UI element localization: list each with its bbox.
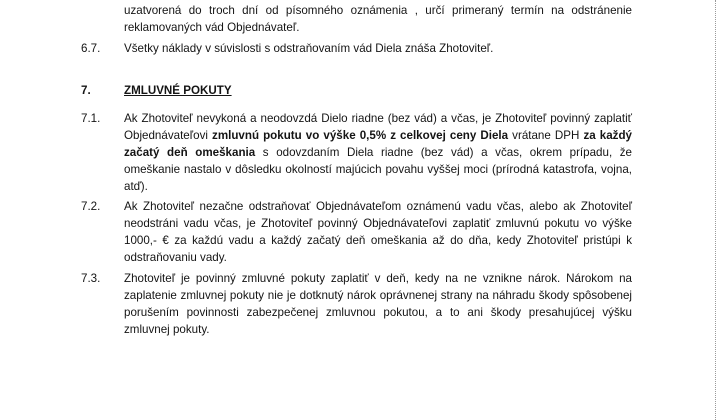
bold-run: za každý — [583, 129, 632, 142]
clause-line: atď). — [124, 180, 148, 193]
text-run: vrátane DPH — [508, 129, 584, 142]
clause-line: zmluvnej pokuty. — [124, 323, 210, 336]
text-run: Objednávateľovi — [124, 129, 213, 142]
clause-line: porušením povinnosti zabezpečenej zmluvnou pokutou, a to ani škody presahujúcej výšku — [124, 306, 632, 319]
clause-text: Všetky náklady v súvislosti s odstraňovaním vád Diela znáša Zhotoviteľ. — [124, 42, 494, 55]
clause-line: neodstráni vadu včas, je Zhotoviteľ povinný Objednávateľovi zaplatiť zmluvnú pokutu vo výške — [124, 217, 632, 230]
text-run: s odovzdaním Diela riadne (bez vád) a včas, okrem prípadu, že — [255, 146, 633, 159]
section-title: ZMLUVNÉ POKUTY — [124, 84, 232, 97]
clause-line — [124, 127, 632, 144]
clause-line: zaplatenie zmluvnej pokuty nie je dotknutý nárok oprávnenej strany na náhradu škody spôsobenej — [124, 289, 632, 302]
clause-line — [124, 144, 632, 161]
paragraph-line: reklamovaných vád Objednávateľ. — [124, 21, 300, 34]
clause-number: 7.3. — [81, 272, 101, 285]
clause-line: Zhotoviteľ je povinný zmluvné pokuty zaplatiť v deň, kedy na ne vznikne nárok. Nárokom na — [124, 272, 632, 285]
section-number: 7. — [81, 84, 91, 97]
scan-page-edge — [709, 0, 716, 420]
paragraph-line: uzatvorená do troch dní od písomného oznámenia , určí primeraný termín na odstránenie — [124, 4, 632, 17]
clause-line: odstraňovaniu vady. — [124, 251, 227, 264]
bold-run: začatý deň omeškania — [124, 146, 256, 159]
clause-line: omeškanie nastalo v dôsledku okolností majúcich povahu vyššej moci (prírodná katastrofa, vojna, — [124, 163, 632, 176]
clause-line: 1000,- € za každú vadu a každý začatý deň omeškania až do dňa, kedy Zhotoviteľ pristúpi k — [124, 234, 632, 247]
clause-line: Ak Zhotoviteľ nevykoná a neodovzdá Dielo riadne (bez vád) a včas, je Zhotoviteľ povinný zaplatiť — [124, 112, 632, 125]
clause-number: 6.7. — [81, 42, 101, 55]
clause-line: Ak Zhotoviteľ nezačne odstraňovať Objednávateľom oznámenú vadu včas, alebo ak Zhotoviteľ — [124, 200, 632, 213]
clause-number: 7.2. — [81, 200, 101, 213]
clause-number: 7.1. — [81, 112, 101, 125]
bold-run: zmluvnú pokutu vo výške 0,5% z celkovej ceny Diela — [212, 129, 509, 142]
